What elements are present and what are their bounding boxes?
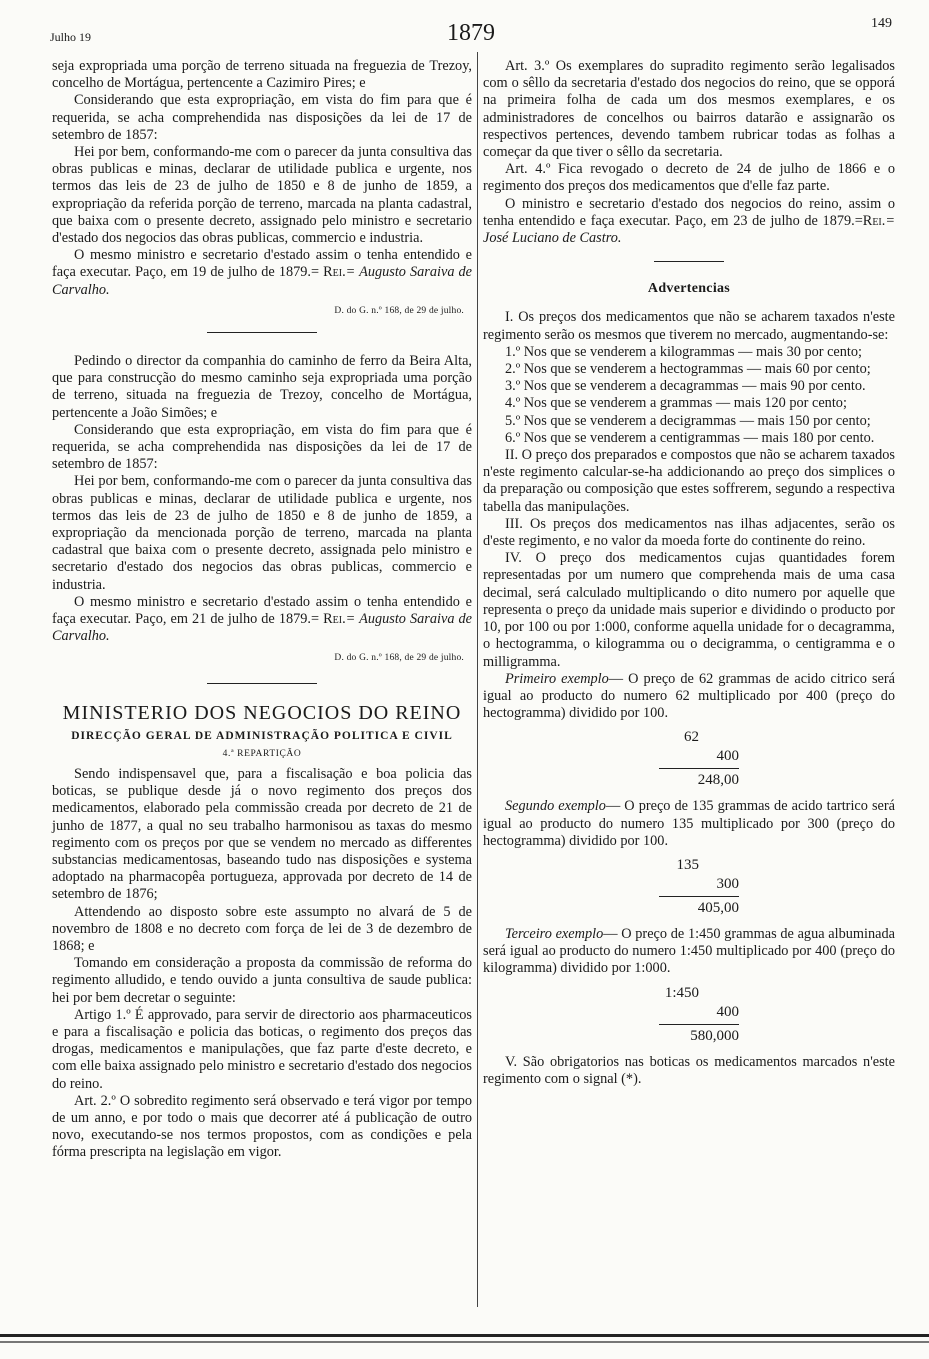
calc-operand: 400 [716,1003,739,1020]
signature-label: Rei. [323,264,346,281]
separator-rule [654,261,724,262]
calc-operand: 300 [716,875,739,892]
left-column [52,58,472,1162]
paragraph: Pedindo o director da companhia do caminho de ferro da Beira Alta, que para construcção do mesmo caminho seja expropriada uma porção de terreno, situada na freguezia de Trezoy, concelho de Mortágua, pertencente a João Simões; e [52,353,472,421]
closing-text: O mesmo ministro e secretario d'estado assim o tenha entendido e faça executar. Paço, em 21 de julho de 1879.= [52,593,472,628]
paragraph: Art. 3.º Os exemplares do supradito regimento serão legalisados com o sêllo da secretaria d'estado dos negocios do reino, que se opporá na primeira folha de cada um dos mesmos exemplares, e os administradores de concelhos ou bairros datarão e assignarão os respectivos pertences, devendo tambem rubricar todas as folhas a começar da que tiver o sêllo da secretaria. [483,58,895,161]
paragraph: Considerando que esta expropriação, em vista do fim para que é requerida, se acha comprehendida nas disposições da lei de 17 de setembro de 1857: [52,421,472,473]
separator-rule [207,683,317,684]
source-citation: D. do G. n.º 168, de 29 de julho. [334,652,464,663]
paragraph: Hei por bem, conformando-me com o parecer da junta consultiva das obras publicas e minas, declarar de utilidade publica e urgente, nos termos das leis de 23 de julho de 1850 e 8 de junho de 1859, a expropriação da referida porção de terreno, marcada na planta cadastral, que baixa com o presente decreto, assignado pelo ministro e secretario d'estado dos negocios das obras publicas, commercio e industria. [52,144,472,247]
paragraph [52,247,472,299]
paragraph [483,926,895,978]
calc-operand: 135 [676,856,699,873]
paragraph: Art. 4.º Fica revogado o decreto de 24 de julho de 1866 e o regimento dos preços dos medicamentos que d'elle faz parte. [483,161,895,195]
paragraph [483,196,895,248]
ministry-heading: MINISTERIO DOS NEGOCIOS DO REINO [62,701,462,724]
source-citation: D. do G. n.º 168, de 29 de julho. [334,305,464,316]
calc-rule [659,896,739,897]
paragraph: Art. 2.º O sobredito regimento será observado e terá vigor por tempo de um anno, e por todo o mais que decorrer até á publicação de outro novo, executando-se nos termos propostos, com as condições e pela fórma prescripta na legislação em vigor. [52,1092,472,1161]
paragraph: 3.º Nos que se venderem a decagrammas — mais 90 por cento. [505,378,866,395]
example-label: Terceiro exemplo [505,925,604,942]
header-year: 1879 [447,20,495,46]
paragraph [483,671,895,723]
paragraph: III. Os preços dos medicamentos nas ilhas adjacentes, serão os d'este regimento, e no valor da moeda forte do continente do reino. [483,515,895,550]
closing-text: O mesmo ministro e secretario d'estado assim o tenha entendido e faça executar. Paço, em 19 de julho de 1879.= [52,247,472,281]
calculation [639,984,739,1046]
bottom-rule [0,1341,929,1343]
reparticao-heading: 4.ª REPARTIÇÃO [222,748,302,759]
direccao-heading: DIRECÇÃO GERAL DE ADMINISTRAÇÃO POLITICA E CIVIL [71,729,453,742]
paragraph [483,798,895,850]
column-divider [477,52,478,1307]
signature-label: Rei. [862,212,886,229]
calculation [639,856,739,918]
paragraph: V. São obrigatorios nas boticas os medicamentos marcados n'este regimento com o signal (*). [483,1053,895,1087]
calc-rule [659,768,739,769]
header-date: Julho 19 [50,30,92,44]
signature-label: Rei. [323,611,346,628]
paragraph: 1.º Nos que se venderem a kilogrammas — mais 30 por cento; [505,343,863,360]
calc-result: 580,000 [690,1027,739,1044]
calc-rule [659,1024,739,1025]
calc-operand: 400 [716,748,739,765]
calc-result: 405,00 [697,899,739,916]
paragraph [52,594,472,646]
calc-result: 248,00 [697,772,739,789]
calc-operand: 62 [684,729,699,746]
separator-rule [207,332,317,333]
paragraph: Hei por bem, conformando-me com o parecer da junta consultiva das obras publicas e minas, declarar de utilidade publica e urgente, nos termos das leis de 23 de julho de 1850 e 8 de junho de 1859, a expropriação da mencionada porção de terreno, marcada na planta cadastral que baixa com o presente decreto, assignada pelo ministro e secretario d'estado dos negocios das obras publicas, commercio e industria. [52,473,472,593]
paragraph: IV. O preço dos medicamentos cujas quantidades forem representadas por um numero que comprehenda mais de uma casa decimal, será calculado multiplicando o dito numero por aquelle que representa o preço da unidade mais superior e dividindo o producto por 10, por 100 ou por 1:000, conforme aquella unidade for o decagramma, o hectogramma, o kilogramma ou o decigramma, o centigramma e o milligramma. [483,550,895,670]
paragraph: 2.º Nos que se venderem a hectogrammas — mais 60 por cento; [505,361,871,378]
right-column [483,58,895,1088]
paragraph: Artigo 1.º É approvado, para servir de directorio aos pharmaceuticos e para a fiscalisação e policia das boticas, o regimento dos preços das drogas, medicamentos e manipulações, que faz parte d'este decreto, e com elle baixa assignado pelo ministro e secretario d'estado dos negocios do reino. [52,1006,472,1092]
paragraph: Tomando em consideração a proposta da commissão de reforma do regimento alludido, e tendo ouvido a junta consultiva de saude publica: hei por bem decretar o seguinte: [52,955,472,1006]
page-header [50,16,892,46]
paragraph: 4.º Nos que se venderem a grammas — mais 120 por cento; [505,395,847,412]
signature-name: = Augusto Saraiva de Carvalho. [52,264,472,298]
paragraph: seja expropriada uma porção de terreno situada na freguezia de Trezoy, concelho de Mortágua, pertencente a Cazimiro Pires; e [52,58,472,92]
paragraph: I. Os preços dos medicamentos que não se acharem taxados n'este regimento serão os mesmos que tiverem no mercado, augmentando-se: [483,309,895,343]
paragraph: II. O preço dos preparados e compostos que não se acharem taxados n'este regimento calcular-se-ha addicionando ao preço dos simplices o da preparação ou composição que estes soffrerem, segundo a respectiva tabella das manipulações. [483,447,895,515]
calculation [639,728,739,790]
closing-text: O ministro e secretario d'estado dos negocios do reino, assim o tenha entendido e faça executar. Paço, em 23 de julho de 1879.= [483,195,895,229]
calc-operand: 1:450 [664,984,699,1001]
example-text: — O preço de 135 grammas de acido tartrico será igual ao producto do numero 135 multiplicado por 300 (preço do hectogramma) dividido por 100. [483,798,895,849]
page-number: 149 [871,16,892,31]
paragraph: Considerando que esta expropriação, em vista do fim para que é requerida, se acha comprehendida nas disposições da lei de 17 de setembro de 1857: [52,92,472,143]
signature-name: = Augusto Saraiva de Carvalho. [52,611,472,645]
signature-name: = José Luciano de Castro. [483,212,895,247]
advertencias-heading: Advertencias [647,281,731,297]
bottom-rule [0,1334,929,1337]
paragraph: 6.º Nos que se venderem a centigrammas — mais 180 por cento. [505,429,875,446]
example-label: Segundo exemplo [505,798,606,815]
example-text: — O preço de 62 grammas de acido citrico será igual ao producto do numero 62 multiplicado por 400 (preço do hectogramma) dividido por 100. [483,670,895,722]
example-label: Primeiro exemplo [505,670,609,687]
paragraph: Sendo indispensavel que, para a fiscalisação e boa policia das boticas, se publique desde já o novo regimento dos preços dos medicamentos, elaborado pela commissão creada por decreto de 21 de junho de 1877, a qual no seu trabalho harmonisou as taxas do mesmo regimento com os preços por que se vendem no mercado as differentes substancias medicamentosas, baseando tudo nas disposições e systema adoptado na pharmacopêa portugueza, approvada por decreto de 14 de setembro de 1876; [52,765,472,903]
paragraph: 5.º Nos que se venderem a decigrammas — mais 150 por cento; [505,412,871,429]
example-text: — O preço de 1:450 grammas de agua albuminada será igual ao producto do numero 1:450 multiplicado por 400 (preço do kilogramma) dividido por 1:000. [483,925,895,977]
paragraph: Attendendo ao disposto sobre este assumpto no alvará de 5 de novembro de 1808 e no decreto com força de lei de 3 de dezembro de 1868; e [52,903,472,954]
